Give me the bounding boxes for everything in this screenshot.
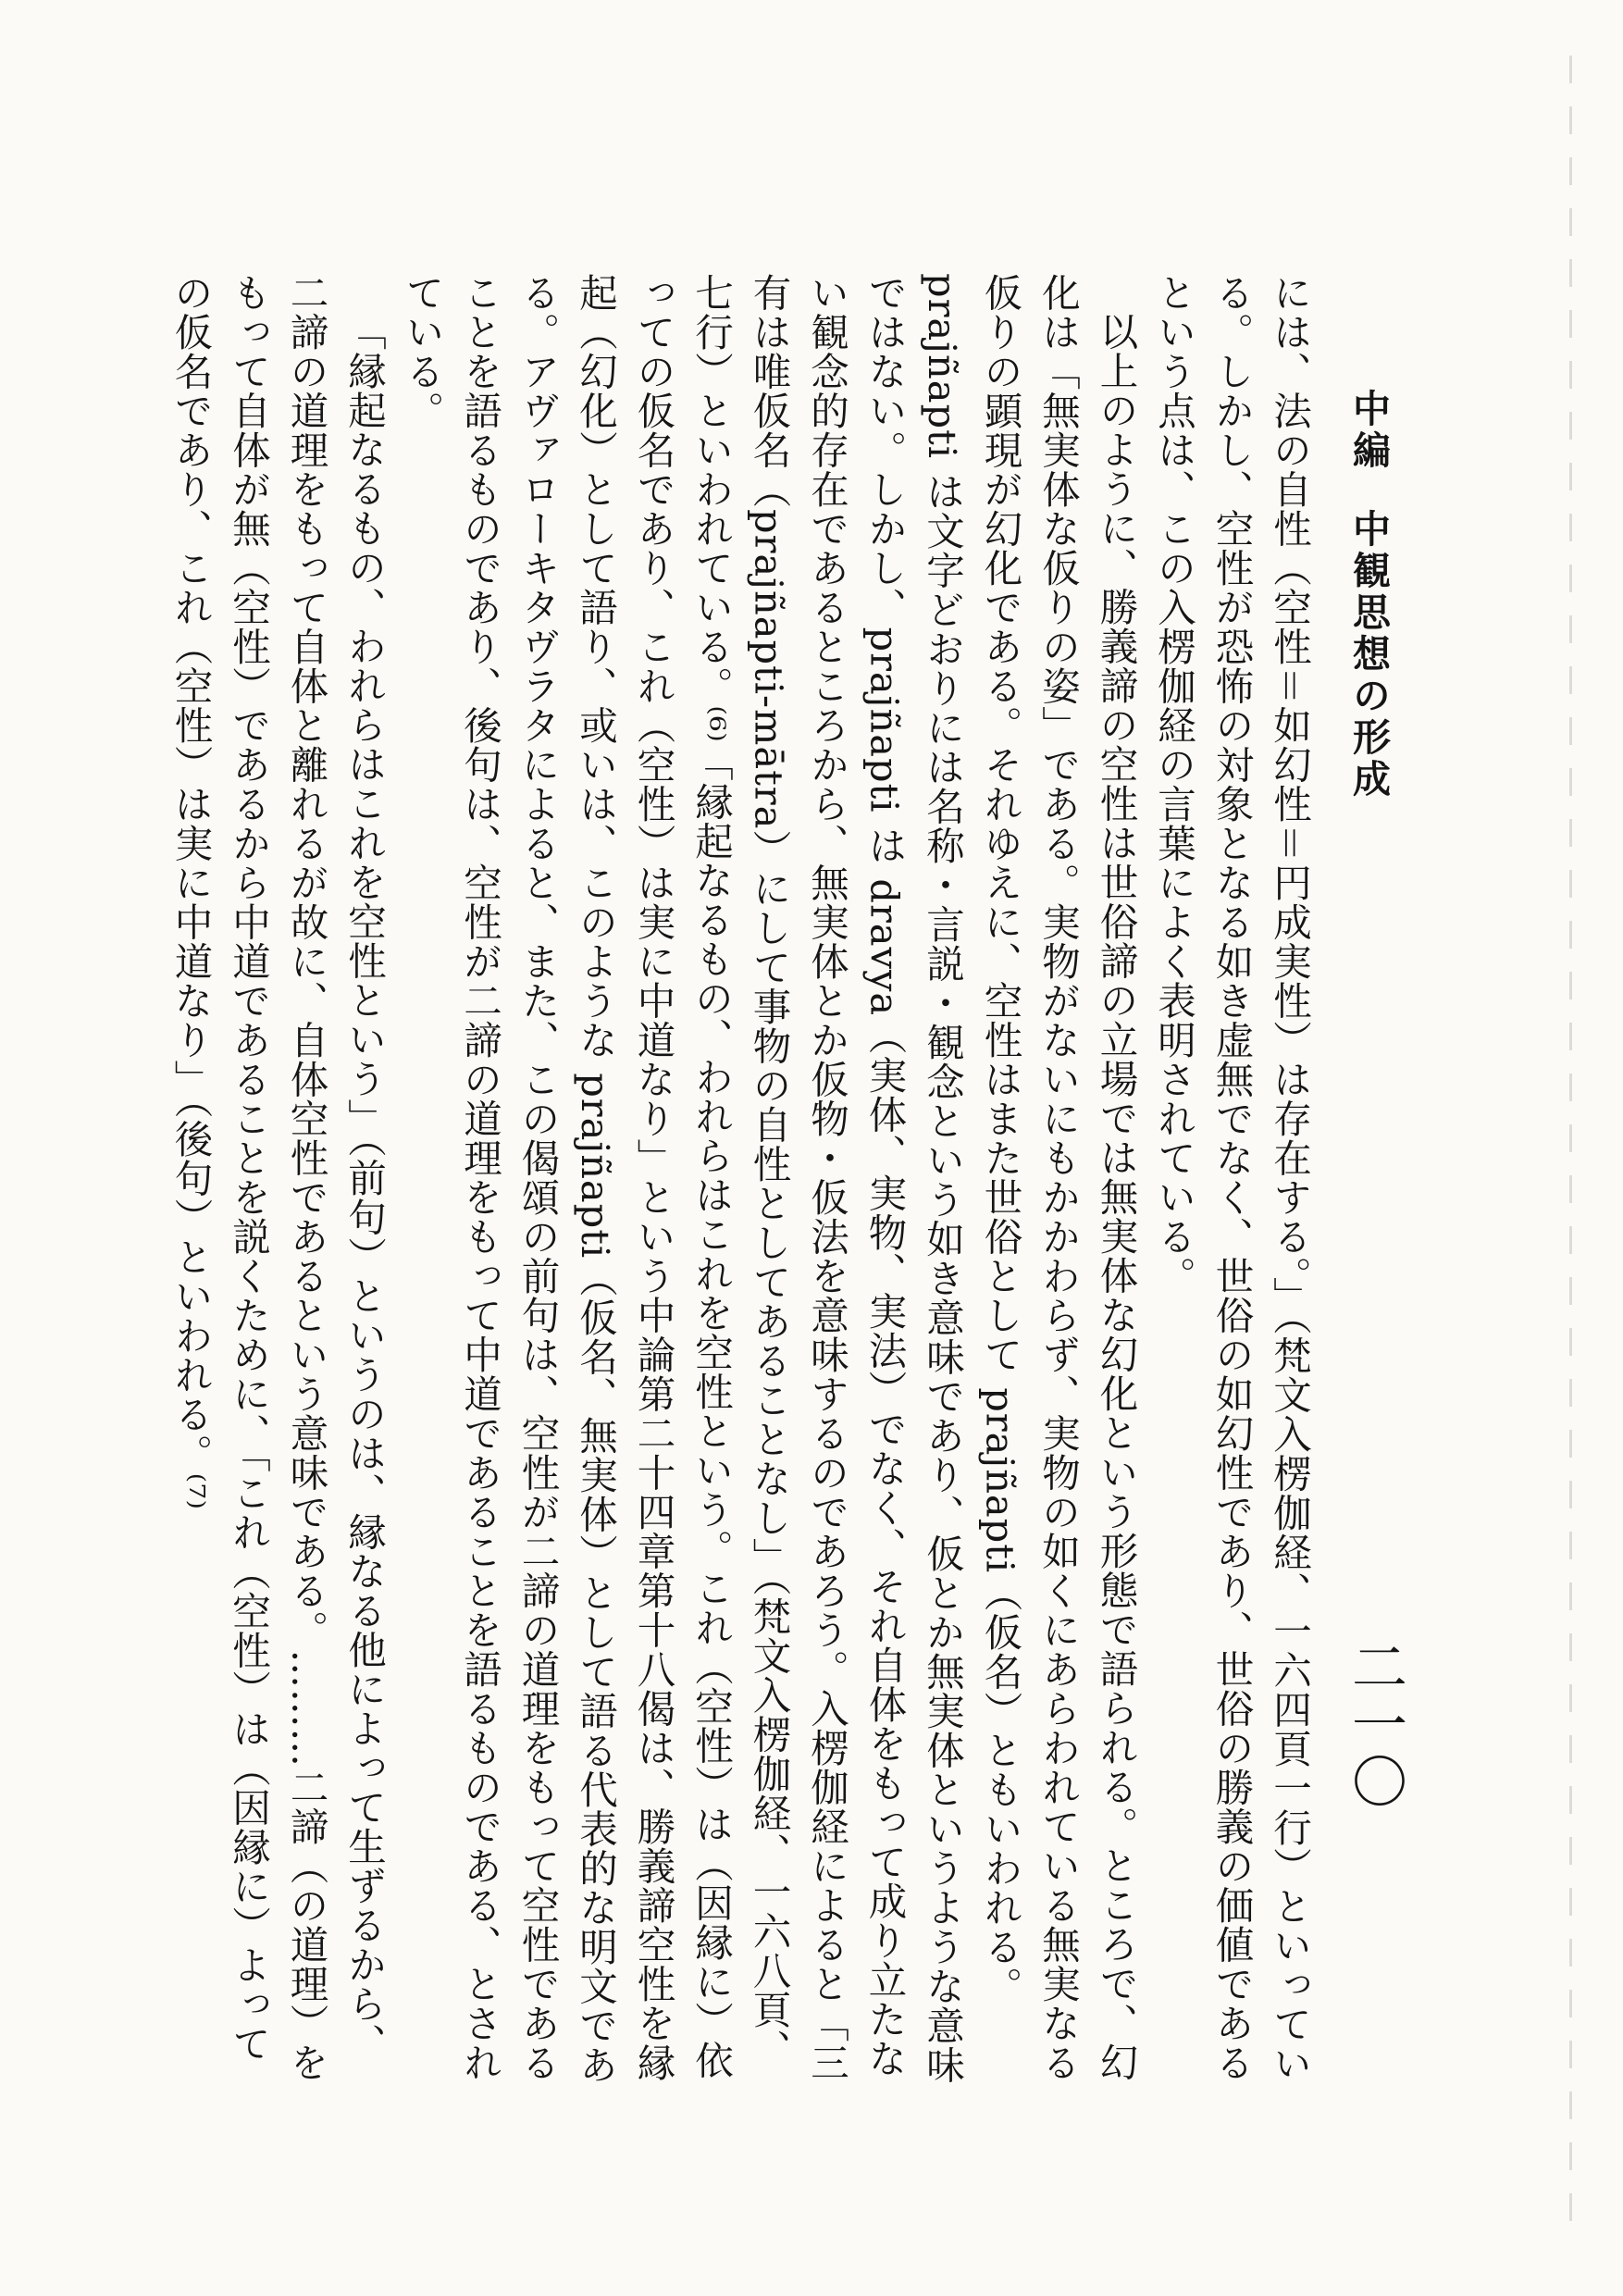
section-label: 中編	[1346, 389, 1391, 472]
chapter-title: 中観思想の形成	[1346, 509, 1391, 800]
paragraph-2: 以上のように、勝義諦の空性は世俗諦の立場では無実体な幻化という形態で語られる。ところで、幻化は「無実体な仮りの姿」である。実物がないにもかかわらず、実物の如くにあらわれている無実なる仮りの顕現が幻化である。それゆえに、空性はまた世俗として prajñapti（仮名）ともいわれる。prajñapti は文字どおりには名称・言説・観念という如き意味であり、仮とか無実体というような意味ではない。しかし、prajñapti は dravya（実体、実物、実法）でなく、それ自体をもって成り立たない観念的存在であるところから、無実体とか仮物・仮法を意味するのであろう。入楞伽経によると「三有は唯仮名（prajñapti-mātra）にして事物の自性としてあることなし」（梵文入楞伽経、一六八頁、七行）といわれている。⁽⁶⁾「縁起なるもの、われらはこれを空性という。これ（空性）は（因縁に）依っての仮名であり、これ（空性）は実に中道なり」という中論第二十四章第十八偈は、勝義諦空性を縁起（幻化）として語り、或いは、このような prajñapti（仮名、無実体）として語る代表的な明文である。アヴァローキタヴラタによると、また、この偈頌の前句は、空性が二諦の道理をもって空性であることを語るものであり、後句は、空性が二諦の道理をもって中道であることを語るものである、とされている。	[399, 273, 1139, 2085]
body-text	[167, 273, 1318, 2096]
running-header	[1342, 389, 1396, 800]
page-number: 二一〇	[1343, 1638, 1407, 1810]
paragraph-3: 「縁起なるもの、われらはこれを空性という」（前句）というのは、縁なる他によって生ずるから、二諦の道理をもって自体と離れるが故に、自体空性であるという意味である。………二諦（の道理）をもって自体が無（空性）であるから中道であることを説くために、「これ（空性）は（因縁に）よっての仮名であり、これ（空性）は実に中道なり」（後句）といわれる。⁽⁷⁾	[167, 273, 387, 2082]
paragraph-1: には、法の自性（空性＝如幻性＝円成実性）は存在する。」（梵文入楞伽経、一六四頁一行）といっている。しかし、空性が恐怖の対象となる如き虚無でなく、世俗の如幻性であり、世俗の勝義の価値であるという点は、この入楞伽経の言葉によく表明されている。	[1151, 273, 1312, 2084]
scan-edge-artifact	[1569, 56, 1572, 2240]
